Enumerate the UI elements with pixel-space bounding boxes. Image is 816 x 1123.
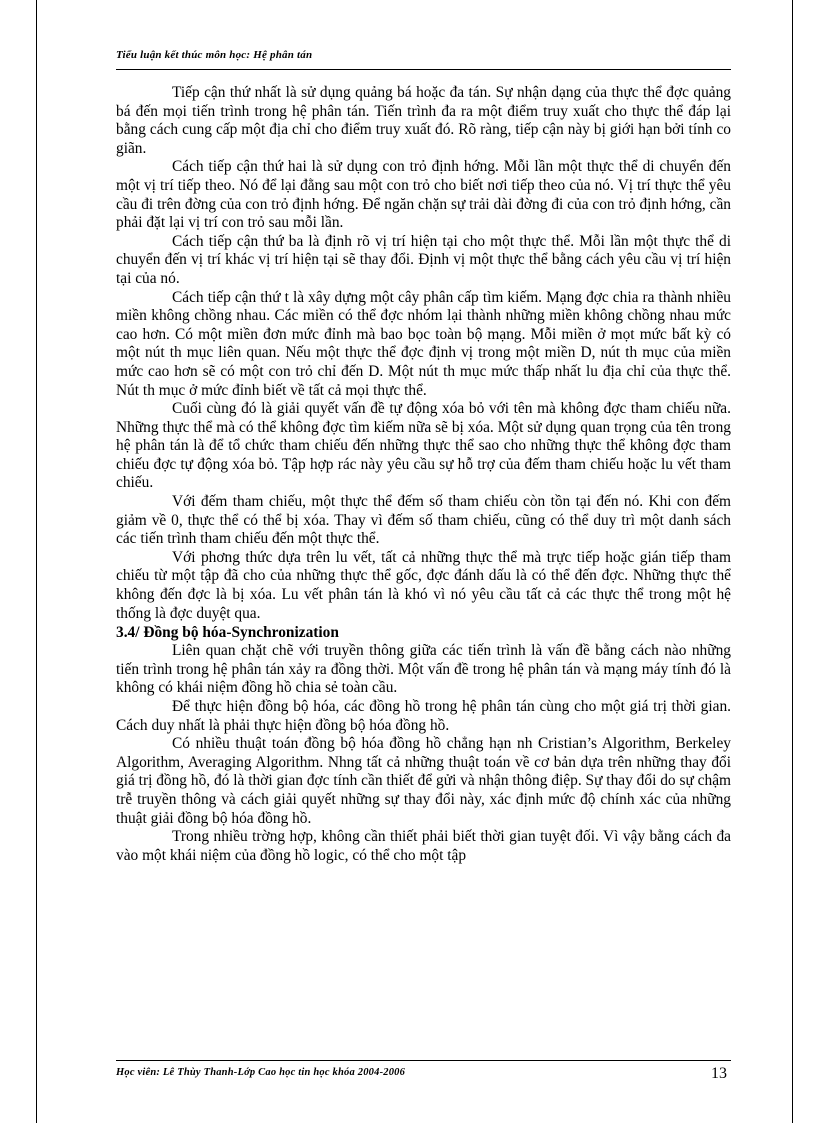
- paragraph: Cách tiếp cận thứ t là xây dựng một cây phân cấp tìm kiếm. Mạng đợc chia ra thành nhiều miền không chồng nhau. Các miền có thể đợc nhóm lại thành những miền không chồng nhau mức cao hơn. Có một miền đơn mức đỉnh mà bao bọc toàn bộ mạng. Mỗi miền ở mọt mức bất kỳ có một nút th mục liên quan. Nếu một thực thể đợc định vị trong một miền D, nút th mục của miền mức cao hơn sẽ có một con trỏ chỉ đến D. Một nút th mục mức thấp nhất lu địa chỉ của thực thể. Nút th mục ở mức đỉnh biết về tất cả mọi thực thể.: [116, 288, 731, 399]
- paragraph: Với phơng thức dựa trên lu vết, tất cả những thực thể mà trực tiếp hoặc gián tiếp tham chiếu từ một tập đã cho của những thực thể gốc, đợc đánh dấu là có thể đến đợc. Những thực thể không đến đợc là bị xóa. Lu vết phân tán là khó vì nó yêu cầu tất cả các thực thể trong một hệ thống là đợc duyệt qua.: [116, 548, 731, 622]
- page-number: 13: [711, 1065, 727, 1082]
- paragraph: Cuối cùng đó là giải quyết vấn đề tự động xóa bỏ với tên mà không đợc tham chiếu nữa. Những thực thể mà có thể không đợc tìm kiếm nữa sẽ bị xóa. Một sử dụng quan trọng của tên trong hệ phân tán là để tổ chức tham chiếu đến những thực thể sao cho những thực thể không đợc tham chiếu đợc tự động xóa bỏ. Tập hợp rác này yêu cầu sự hỗ trợ của đếm tham chiếu hoặc lu vết tham chiếu.: [116, 400, 731, 492]
- paragraph: Cách tiếp cận thứ ba là định rõ vị trí hiện tại cho một thực thể. Mỗi lần một thực thể di chuyển đến vị trí khác vị trí hiện tại sẽ thay đổi. Định vị một thực thể bằng cách yêu cầu vị trí hiện tại của nó.: [116, 232, 731, 287]
- paragraph: Để thực hiện đồng bộ hóa, các đồng hồ trong hệ phân tán cùng cho một giá trị thời gian. Cách duy nhất là phải thực hiện đồng bộ hóa đồng hồ.: [116, 698, 731, 734]
- page-footer: [116, 1060, 731, 1087]
- page-header: [116, 49, 731, 70]
- header-text: Tiểu luận kết thúc môn học: Hệ phân tán: [116, 49, 313, 61]
- paragraph: Với đếm tham chiếu, một thực thể đếm số tham chiếu còn tồn tại đến nó. Khi con đếm giảm về 0, thực thể có thể bị xóa. Thay vì đếm số tham chiếu, cũng có thể duy trì một danh sách các tiến trình tham chiếu đến một thực thể.: [116, 493, 731, 548]
- paragraph: Cách tiếp cận thứ hai là sử dụng con trỏ định hớng. Mỗi lần một thực thể di chuyển đến một vị trí tiếp theo. Nó để lại đằng sau một con trỏ cho biết nơi tiếp theo của nó. Vị trí thực thể yêu cầu đi trên đờng của con trỏ định hớng. Để ngăn chặn sự trải dài đờng đi của con trỏ định hớng, cần phải đặt lại vị trí con trỏ sau mỗi lần.: [116, 158, 731, 232]
- section-heading: 3.4/ Đồng bộ hóa-Synchronization: [116, 624, 339, 642]
- paragraph: Trong nhiều trờng hợp, không cần thiết phải biết thời gian tuyệt đối. Vì vậy bằng cách đa vào một khái niệm của đồng hồ logic, có thể cho một tập: [116, 828, 731, 864]
- footer-text: Học viên: Lê Thùy Thanh-Lớp Cao học tin học khóa 2004-2006: [116, 1067, 406, 1078]
- document-body: [116, 84, 731, 865]
- page-border-right: [792, 0, 793, 1123]
- paragraph: Liên quan chặt chẽ với truyền thông giữa các tiến trình là vấn đề bằng cách nào những tiến trình trong hệ phân tán xảy ra đồng thời. Một vấn đề trong hệ phân tán và mạng máy tính đó là không có khái niệm đồng hồ chia sẻ toàn cầu.: [116, 642, 731, 697]
- page-border-left: [36, 0, 37, 1123]
- paragraph: Có nhiều thuật toán đồng bộ hóa đồng hồ chẳng hạn nh Cristian’s Algorithm, Berkeley Algorithm, Averaging Algorithm. Nhng tất cả những thuật toán về cơ bản dựa trên những thay đổi giá trị đồng hồ, đó là thời gian đợc tính cần thiết để gửi và nhận thông điệp. Sự thay đổi do sự chậm trễ truyền thông và cách giải quyết những sự thay đổi này, xác định mức độ chính xác của những thuật giải đồng bộ hóa đồng hồ.: [116, 735, 731, 827]
- paragraph: Tiếp cận thứ nhất là sử dụng quảng bá hoặc đa tán. Sự nhận dạng của thực thể đợc quảng bá đến mọi tiến trình trong hệ phân tán. Tiến trình đa ra một điểm truy xuất cho thực thể đáp lại bằng cách cung cấp một địa chỉ cho điểm truy xuất đó. Rõ ràng, tiếp cận này bị giới hạn bởi tính co giãn.: [116, 84, 731, 157]
